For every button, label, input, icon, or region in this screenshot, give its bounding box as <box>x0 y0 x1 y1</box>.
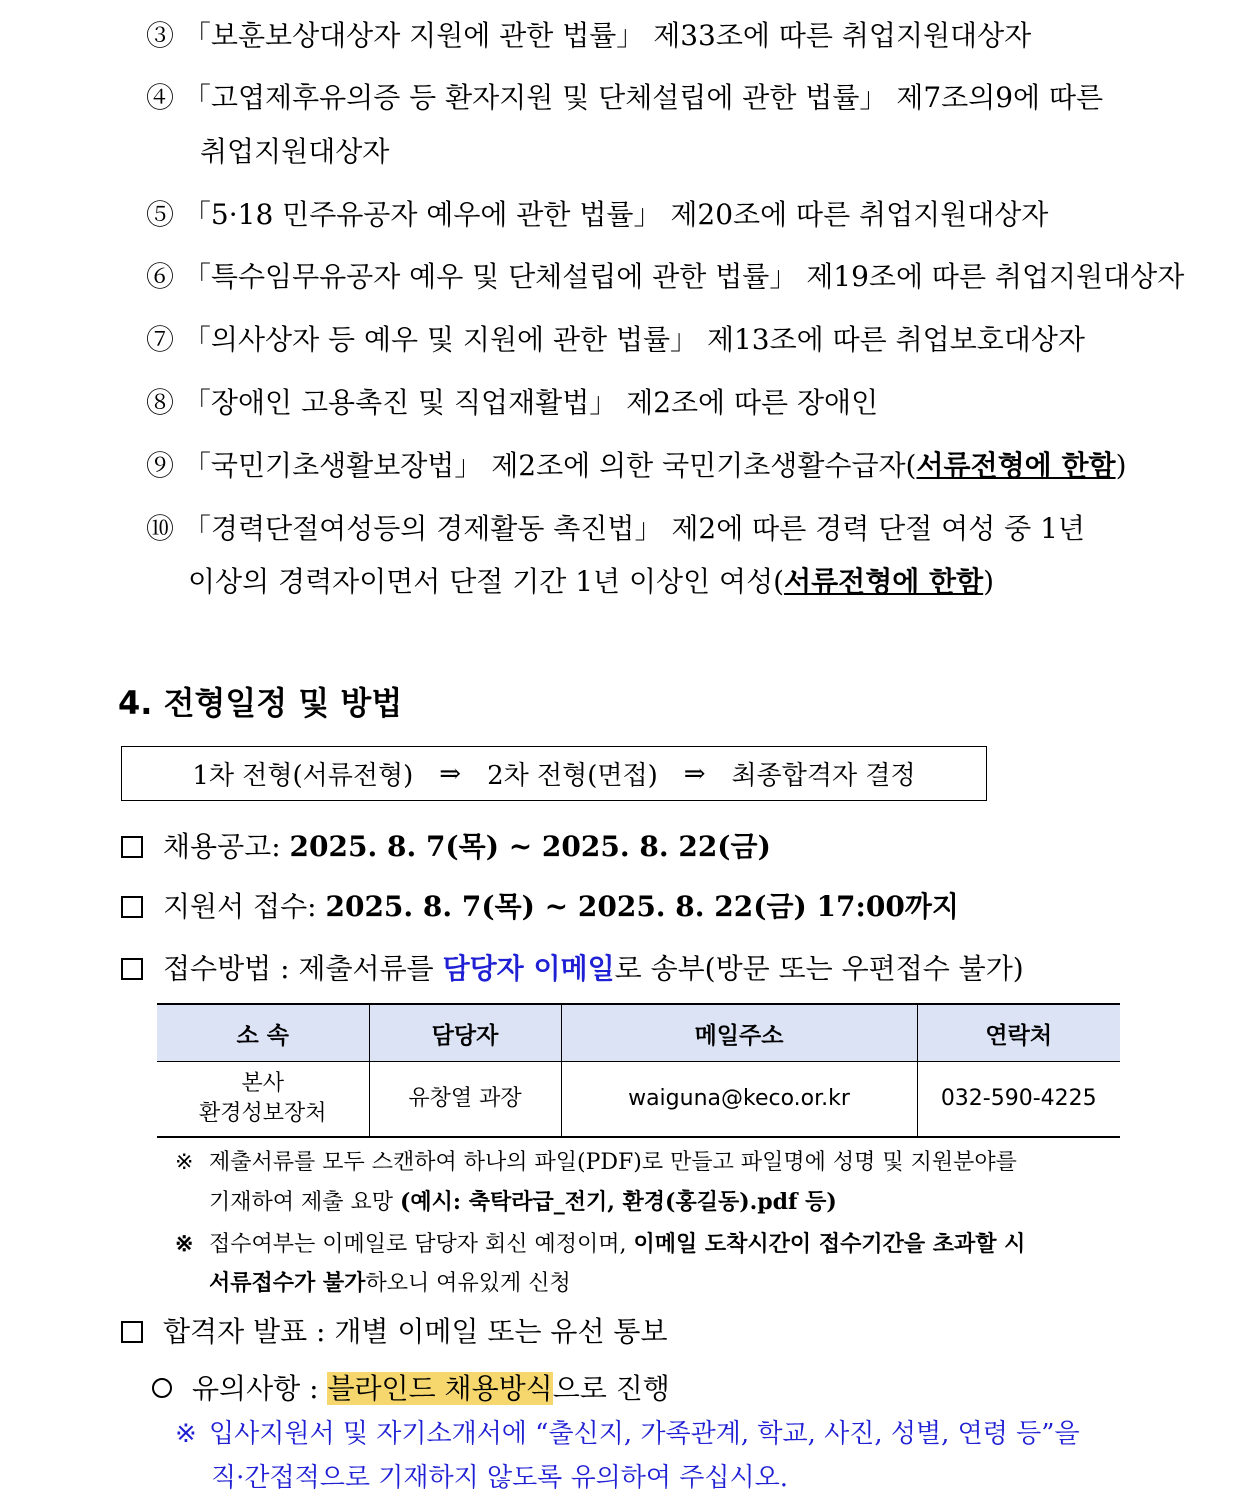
flow-step-1: 1차 전형(서류전형) <box>192 761 414 791</box>
caution-item <box>152 1371 670 1407</box>
list-text: 이상의 경력자이면서 단절 기간 1년 이상인 여성( <box>188 565 785 598</box>
checkbox-square-icon <box>121 1321 143 1343</box>
list-number: ⑨ <box>146 449 175 482</box>
list-emphasis: 서류전형에 한함 <box>916 449 1116 482</box>
list-text: 「특수임무유공자 예우 및 단체설립에 관한 법률」 제19조에 따른 취업지원대상자 <box>182 260 1185 293</box>
contact-table <box>157 1003 1120 1138</box>
list-item-6 <box>146 259 1184 295</box>
list-emphasis: 서류전형에 한함 <box>784 565 984 598</box>
posting-value: 2025. 8. 7(목) ~ 2025. 8. 22(금) <box>289 830 771 863</box>
cell-email[interactable]: waiguna@keco.or.kr <box>561 1062 917 1138</box>
selection-flow-box <box>121 746 987 801</box>
header-phone: 연락처 <box>917 1004 1120 1062</box>
caution-tail: 으로 진행 <box>552 1372 670 1405</box>
note-example: (예시: 축탁라급_전기, 환경(홍길동).pdf 등) <box>400 1189 837 1215</box>
note-2-line-1 <box>175 1229 1025 1260</box>
checkbox-square-icon <box>121 896 143 918</box>
note-text: 제출서류를 모두 스캔하여 하나의 파일(PDF)로 만들고 파일명에 성명 및 지원분야를 <box>209 1150 1017 1175</box>
caution-highlight: 블라인드 채용방식 <box>327 1372 553 1405</box>
list-number: ⑤ <box>146 198 175 231</box>
cell-person: 유창열 과장 <box>369 1062 561 1138</box>
caution-note-line-1 <box>175 1416 1080 1452</box>
list-tail: ) <box>983 565 995 598</box>
checkbox-square-icon <box>121 836 143 858</box>
announce-text: 합격자 발표 : 개별 이메일 또는 유선 통보 <box>163 1315 668 1348</box>
flow-arrow: ⇒ <box>439 758 462 789</box>
circle-bullet-icon <box>152 1378 172 1398</box>
list-item-4-continuation: 취업지원대상자 <box>200 135 390 168</box>
note-emphasis: 서류접수가 불가 <box>209 1270 366 1296</box>
list-item-7 <box>146 322 1085 358</box>
caution-note-text: 입사지원서 및 자기소개서에 “출신지, 가족관계, 학교, 사진, 성별, 연령 등”을 <box>209 1419 1080 1449</box>
list-text: 「5·18 민주유공자 예우에 관한 법률」 제20조에 따른 취업지원대상자 <box>182 198 1049 231</box>
org-line-2: 환경성보장처 <box>198 1101 327 1126</box>
list-text: 「장애인 고용촉진 및 직업재활법」 제2조에 따른 장애인 <box>182 386 879 419</box>
header-org: 소 속 <box>157 1004 369 1062</box>
cell-org <box>157 1062 369 1138</box>
schedule-posting <box>121 829 771 865</box>
list-text: 「경력단절여성등의 경제활동 촉진법」 제2에 따른 경력 단절 여성 중 1년 <box>182 512 1085 545</box>
table-row <box>157 1062 1120 1138</box>
cell-phone: 032-590-4225 <box>917 1062 1120 1138</box>
note-2-line-2 <box>209 1268 571 1299</box>
list-item-4 <box>146 80 1103 116</box>
apply-value: 2025. 8. 7(목) ~ 2025. 8. 22(금) 17:00까지 <box>325 890 959 923</box>
list-number: ④ <box>146 81 175 114</box>
list-item-9 <box>146 448 1127 484</box>
schedule-application <box>121 889 959 925</box>
method-highlight: 담당자 이메일 <box>442 952 615 985</box>
caution-label: 유의사항 : <box>192 1372 328 1405</box>
list-item-3 <box>146 18 1031 54</box>
note-text: 하오니 여유있게 신청 <box>365 1271 571 1296</box>
header-person: 담당자 <box>369 1004 561 1062</box>
method-tail: 로 송부(방문 또는 우편접수 불가) <box>614 952 1024 985</box>
flow-step-2: 2차 전형(면접) <box>487 761 658 791</box>
schedule-method <box>121 951 1024 987</box>
list-tail: ) <box>1115 449 1127 482</box>
flow-step-3: 최종합격자 결정 <box>731 761 916 791</box>
note-mark: ※ <box>175 1231 194 1257</box>
note-mark: ※ <box>175 1150 194 1175</box>
note-text: 기재하여 제출 요망 <box>209 1190 400 1215</box>
apply-label: 지원서 접수: <box>163 890 317 923</box>
list-text: 「국민기초생활보장법」 제2조에 의한 국민기초생활수급자( <box>182 449 917 482</box>
flow-arrow: ⇒ <box>683 758 706 789</box>
header-email: 메일주소 <box>561 1004 917 1062</box>
list-text: 「의사상자 등 예우 및 지원에 관한 법률」 제13조에 따른 취업보호대상자 <box>182 323 1085 356</box>
list-text: 「고엽제후유의증 등 환자지원 및 단체설립에 관한 법률」 제7조의9에 따른 <box>182 81 1104 114</box>
note-1-line-1 <box>175 1148 1017 1178</box>
caution-note-line-2: 직·간접적으로 기재하지 않도록 유의하여 주십시오. <box>211 1463 789 1493</box>
note-1-line-2 <box>209 1187 837 1218</box>
list-number: ⑧ <box>146 386 175 419</box>
note-mark: ※ <box>175 1419 197 1449</box>
posting-label: 채용공고: <box>163 830 281 863</box>
method-label: 접수방법 : 제출서류를 <box>163 952 434 985</box>
list-number: ⑦ <box>146 323 175 356</box>
list-item-5 <box>146 197 1048 233</box>
table-header-row <box>157 1004 1120 1062</box>
list-item-8 <box>146 385 878 421</box>
list-item-10-continuation <box>188 564 994 600</box>
checkbox-square-icon <box>121 958 143 980</box>
note-emphasis: 이메일 도착시간이 접수기간을 초과할 시 <box>633 1231 1026 1257</box>
list-item-10 <box>146 511 1085 547</box>
list-number: ⑥ <box>146 260 175 293</box>
list-number: ③ <box>146 19 175 52</box>
section-title: 4. 전형일정 및 방법 <box>118 684 403 722</box>
list-number: ⑩ <box>146 512 175 545</box>
note-text: 접수여부는 이메일로 담당자 회신 예정이며, <box>209 1232 634 1257</box>
org-line-1: 본사 <box>241 1071 284 1096</box>
list-text: 「보훈보상대상자 지원에 관한 법률」 제33조에 따른 취업지원대상자 <box>182 19 1032 52</box>
announce-item <box>121 1314 668 1350</box>
